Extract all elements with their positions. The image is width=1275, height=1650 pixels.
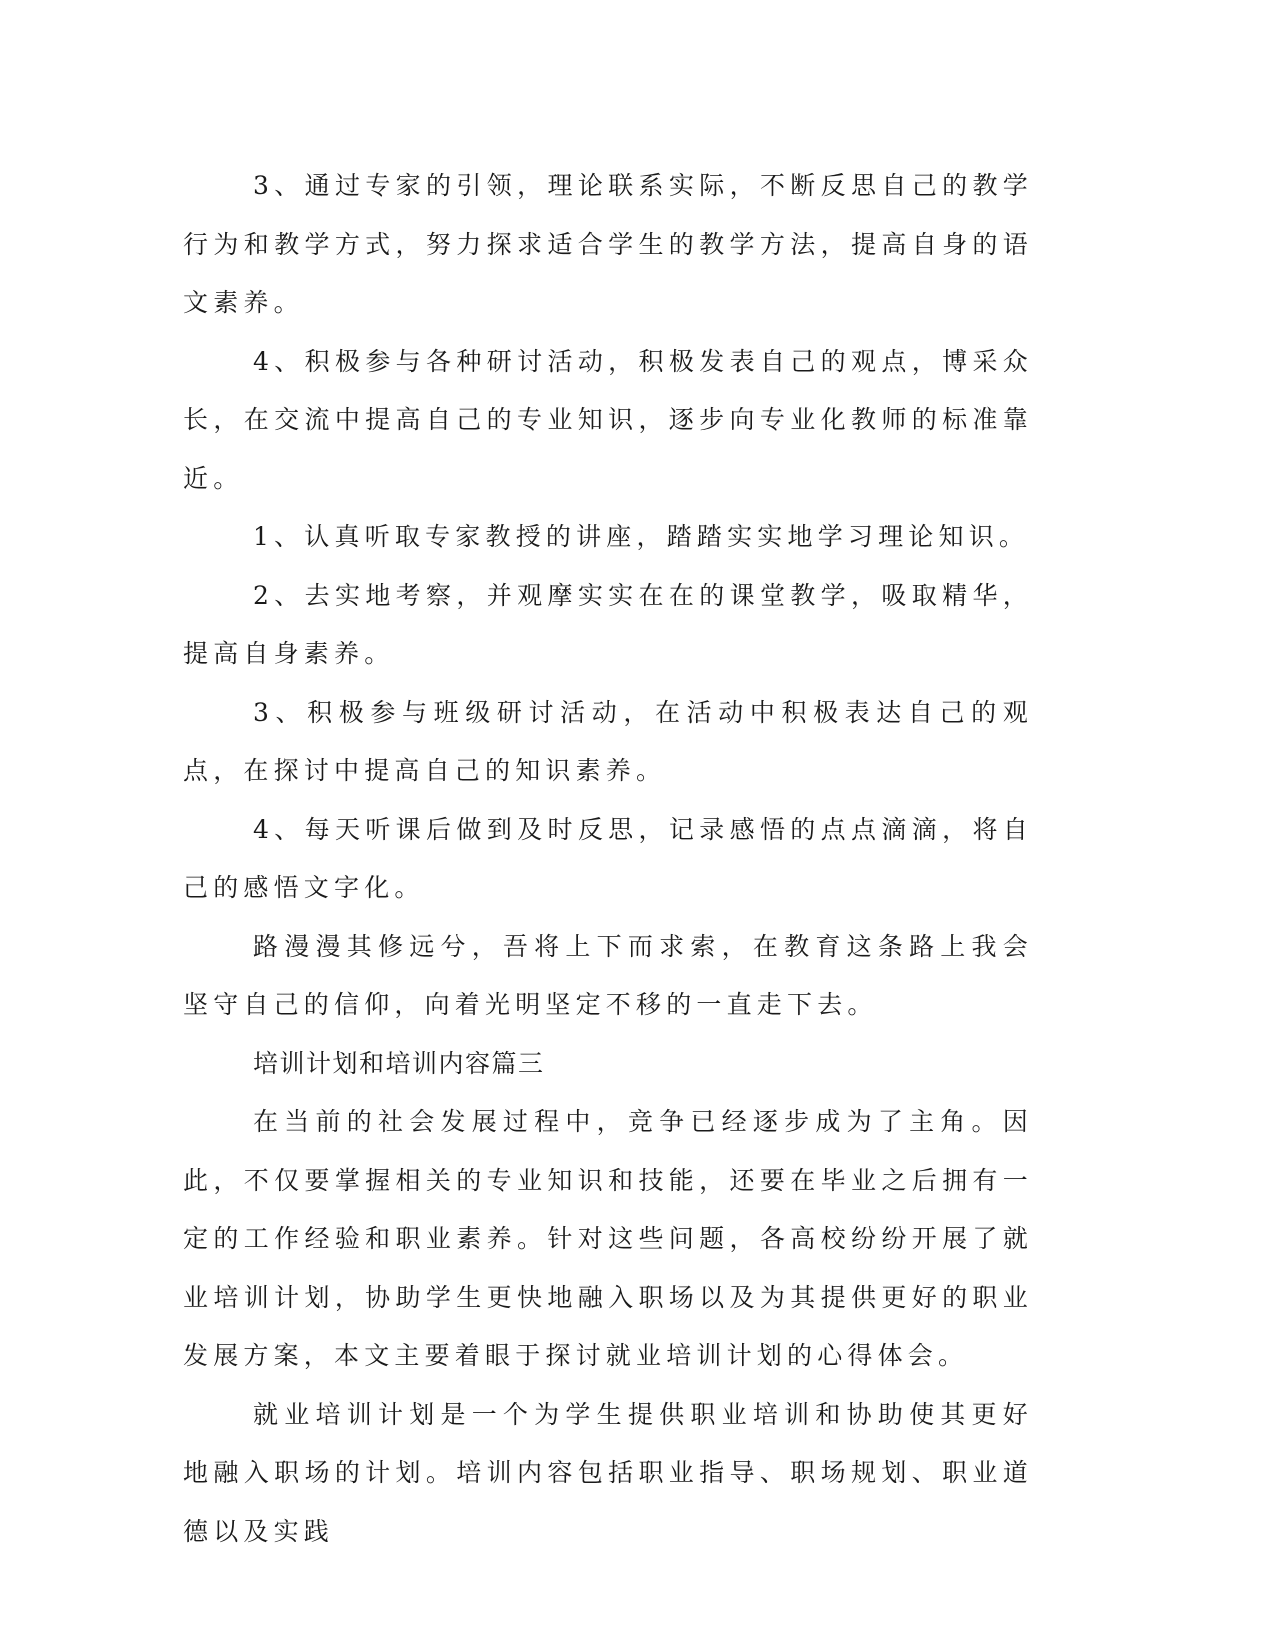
body-paragraph: 4、积极参与各种研讨活动，积极发表自己的观点，博采众长，在交流中提高自己的专业知识，逐步向专业化教师的标准靠近。 (183, 346, 1033, 493)
body-paragraph: 2、去实地考察，并观摩实实在在的课堂教学，吸取精华，提高自身素养。 (183, 580, 1033, 668)
body-paragraph: 3、通过专家的引领，理论联系实际，不断反思自己的教学行为和教学方式，努力探求适合学生的教学方法，提高自身的语文素养。 (183, 171, 1033, 317)
body-paragraph: 3、积极参与班级研讨活动，在活动中积极表达自己的观点，在探讨中提高自己的知识素养。 (183, 697, 1033, 785)
section-heading: 培训计划和培训内容篇三 (253, 1048, 545, 1078)
document-body (183, 157, 1033, 1561)
body-paragraph: 路漫漫其修远兮，吾将上下而求索，在教育这条路上我会坚守自己的信仰，向着光明坚定不移的一直走下去。 (183, 931, 1033, 1019)
body-paragraph: 4、每天听课后做到及时反思，记录感悟的点点滴滴，将自己的感悟文字化。 (183, 814, 1033, 902)
body-paragraph: 在当前的社会发展过程中，竞争已经逐步成为了主角。因此，不仅要掌握相关的专业知识和技能，还要在毕业之后拥有一定的工作经验和职业素养。针对这些问题，各高校纷纷开展了就业培训计划，协助学生更快地融入职场以及为其提供更好的职业发展方案，本文主要着眼于探讨就业培训计划的心得体会。 (183, 1107, 1033, 1370)
body-paragraph: 就业培训计划是一个为学生提供职业培训和协助使其更好地融入职场的计划。培训内容包括职业指导、职场规划、职业道德以及实践 (183, 1399, 1033, 1546)
body-paragraph: 1、认真听取专家教授的讲座，踏踏实实地学习理论知识。 (253, 522, 1030, 551)
